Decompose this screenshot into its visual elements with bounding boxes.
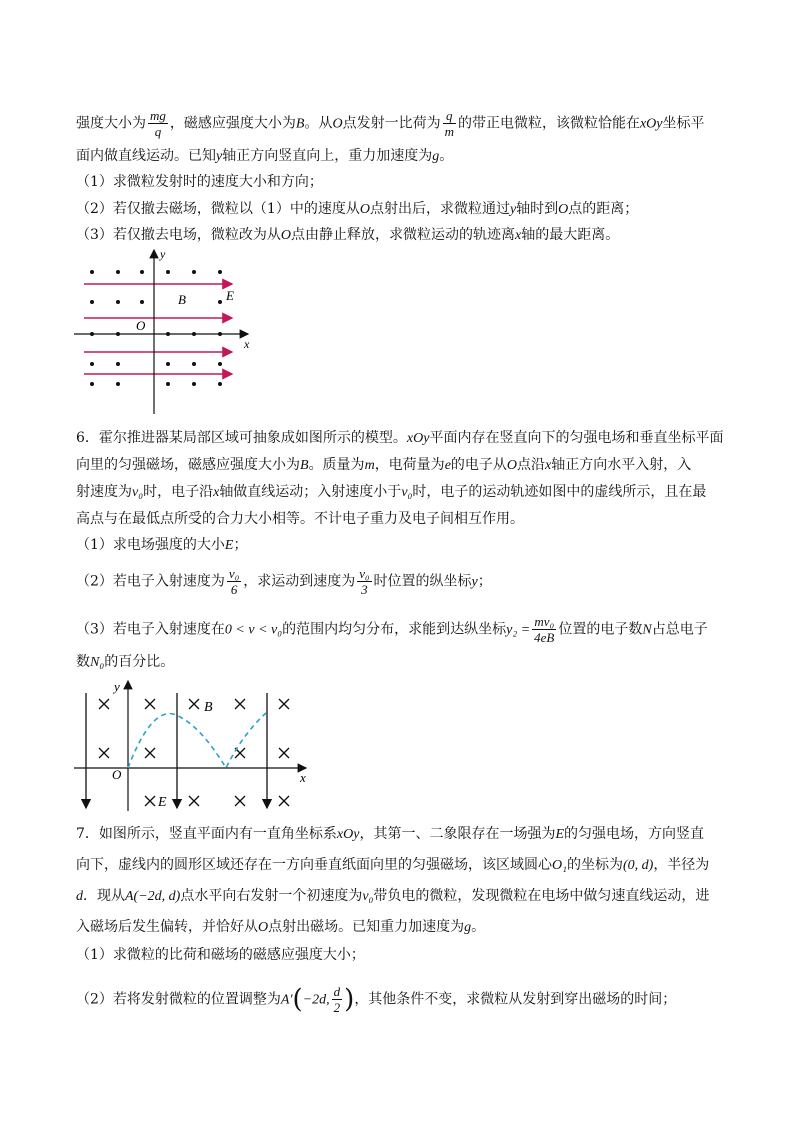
fraction-d-over-2 (332, 984, 343, 1015)
numerator: mv₀ (532, 614, 556, 630)
symbol-x: x (545, 458, 552, 473)
fraction-mg-over-q (148, 108, 168, 139)
symbol-E: E (224, 538, 234, 553)
label-E: E (158, 795, 167, 810)
point-A: A(−2d, d) (125, 889, 181, 904)
symbol-g: g (464, 920, 472, 935)
text: 占总电子 (651, 621, 708, 638)
text: 轴做直线运动；入射速度小于 (219, 484, 402, 500)
symbol-O: O (359, 202, 370, 217)
magnetic-field-dots (90, 270, 222, 386)
denominator: q (154, 124, 162, 139)
label-O: O (136, 318, 146, 333)
symbol-d: d (76, 889, 83, 904)
label-E: E (226, 288, 234, 303)
symbol-O: O (558, 202, 569, 217)
text: 轴时到 (516, 201, 559, 217)
text: 入磁场后发生偏转，并恰好从 (76, 919, 258, 935)
q5-figure (70, 244, 260, 419)
text: 点发射一比荷为 (342, 115, 441, 132)
text: ，电荷量为 (374, 457, 445, 473)
q6-figure (70, 675, 320, 815)
y-axis-label: y (114, 679, 120, 694)
text: （3）若电子入射速度在 (76, 621, 225, 638)
text: 点的距离； (568, 201, 639, 217)
text: 位置的电子数 (558, 621, 643, 638)
text: 点水平向右发射一个初速度为 (180, 888, 363, 904)
q7-part-1: （1）求微粒的比荷和磁场的磁感应强度大小； (76, 947, 365, 963)
electric-field-lines (84, 284, 232, 374)
symbol-e: e (444, 458, 451, 473)
q7-part-2 (76, 984, 676, 1015)
symbol-y: y (509, 202, 517, 217)
symbol-B: B (300, 458, 309, 473)
text: 平面内存在竖直向下的匀强电场和垂直坐标平面 (429, 430, 724, 446)
symbol-g: g (432, 149, 440, 164)
q6-part-1 (76, 535, 247, 556)
numerator: q (443, 108, 456, 124)
text: 的匀强电场，方向竖直 (564, 826, 705, 842)
text: 点射出后，求微粒通过 (369, 201, 510, 217)
q5-part-2 (76, 199, 638, 220)
symbol-xOy: xOy (406, 431, 430, 446)
text: 6．霍尔推进器某局部区域可抽象成如图所示的模型。 (76, 430, 407, 446)
q6-line-4: 高点与在最低点所受的合力大小相等。不计电子重力及电子间相互作用。 (76, 511, 524, 527)
numerator: v₀ (228, 566, 240, 581)
text: 带负电的微粒，发现微粒在电场中做匀速直线运动，进 (373, 888, 710, 904)
symbol-N0: N₀ (90, 655, 105, 670)
symbol-O: O (280, 228, 292, 243)
denominator: 4eB (534, 630, 555, 645)
text: 的电子从 (450, 457, 507, 473)
text: 的带正电微粒，该微粒恰能在 (457, 115, 640, 132)
q5-part-3 (76, 225, 619, 246)
text: 向里的匀强磁场，磁感应强度大小为 (76, 457, 300, 473)
electron-trajectory (128, 713, 266, 768)
velocity-range: 0 < v < v₀ (224, 622, 283, 638)
text: ，其第一、二象限存在一场强为 (359, 826, 556, 842)
text: 的坐标为 (566, 857, 623, 873)
x-axis-label: x (244, 337, 250, 351)
label-B: B (178, 292, 186, 307)
text: 。 (439, 148, 454, 164)
numerator: d (333, 984, 341, 999)
q6-line-1 (76, 428, 723, 449)
symbol-N: N (642, 622, 652, 638)
y-axis-label: y (160, 247, 166, 261)
text: 时位置的纵坐标 (373, 573, 472, 590)
q6-part-2 (76, 566, 492, 597)
q7-line-2 (76, 855, 709, 876)
text: ； (477, 573, 492, 590)
text: ，其他条件不变，求微粒从发射到穿出磁场的时间； (354, 991, 677, 1008)
fraction-q-over-m (443, 108, 456, 139)
symbol-xOy: xOy (639, 116, 663, 132)
coordinate-x: −2d, (302, 992, 330, 1008)
paren-right: ) (344, 984, 355, 1015)
symbol-O: O (258, 920, 269, 935)
text: 。 (471, 919, 486, 935)
text: （2）若仅撤去磁场，微粒以（1）中的速度从 (76, 201, 360, 217)
text: 时，电子沿 (143, 484, 214, 500)
symbol-x: x (515, 228, 522, 243)
q5-line-2 (76, 146, 453, 167)
symbol-v0: v₀ (401, 485, 413, 500)
text: （2）若将发射微粒的位置调整为 (76, 991, 281, 1008)
text: ； (233, 537, 248, 553)
numerator: mg (150, 108, 166, 123)
text: ，磁感应强度大小为 (169, 115, 296, 132)
text: ，求运动到速度为 (243, 573, 356, 590)
q7-line-3 (76, 886, 709, 907)
fraction-v0-over-3 (357, 566, 371, 597)
label-O: O (112, 767, 122, 782)
text: 面内做直线运动。已知 (76, 148, 216, 164)
symbol-m: m (364, 458, 375, 473)
symbol-v0: v₀ (132, 485, 144, 500)
text: （1）求电场强度的大小 (76, 537, 225, 553)
text: 点沿 (517, 457, 546, 473)
fraction-mv0-over-4eB (532, 614, 556, 645)
text: 的百分比。 (104, 654, 175, 670)
text: 数 (76, 654, 90, 670)
text: 点射出磁场。已知重力加速度为 (268, 919, 465, 935)
text: 轴正方向水平入射，入 (551, 457, 692, 473)
symbol-y: y (216, 149, 223, 164)
electric-field-lines (86, 693, 267, 808)
text: 7．如图所示，竖直平面内有一直角坐标系 (76, 826, 337, 842)
text: 坐标平 (662, 115, 705, 132)
text: 的范围内均匀分布，求能到达纵坐标 (282, 621, 507, 638)
symbol-xOy: xOy (336, 827, 360, 842)
q6-line-2 (76, 455, 691, 476)
text: ，半径为 (653, 857, 710, 873)
text: 射速度为 (76, 484, 132, 500)
text: 时，电子的运动轨迹如图中的虚线所示，且在最 (412, 484, 707, 500)
text: （3）若仅撤去电场，微粒改为从 (76, 227, 281, 243)
text: 点由静止释放，求微粒运动的轨迹离 (291, 227, 516, 243)
symbol-O: O (506, 458, 518, 473)
symbol-y2: y₂ = (506, 622, 531, 638)
coordinate-0-d: (0, d) (622, 858, 654, 873)
paren-left: ( (292, 984, 303, 1015)
q6-part-3 (76, 614, 708, 645)
text: ．现从 (83, 888, 125, 904)
symbol-x: x (213, 485, 220, 500)
symbol-O1: O₁ (552, 858, 567, 873)
denominator: 6 (230, 582, 238, 597)
q6-line-3 (76, 482, 706, 503)
point-A-prime: A′ (280, 992, 293, 1008)
text: 。从 (304, 115, 333, 132)
x-axis-label: x (300, 770, 306, 785)
label-B: B (204, 700, 213, 715)
symbol-B: B (295, 116, 305, 132)
text: （2）若电子入射速度为 (76, 573, 225, 590)
symbol-E: E (555, 827, 565, 842)
denominator: 2 (333, 1000, 341, 1015)
symbol-v0: v₀ (362, 889, 374, 904)
symbol-O: O (332, 116, 343, 132)
q7-line-4 (76, 917, 485, 938)
q5-line-1 (76, 108, 705, 139)
text: 向下，虚线内的圆形区域还存在一方向垂直纸面向里的匀强磁场，该区域圆心 (76, 857, 552, 873)
text: 强度大小为 (76, 115, 146, 132)
fraction-v0-over-6 (227, 566, 241, 597)
text: 。质量为 (308, 457, 365, 473)
denominator: 3 (361, 582, 368, 597)
text: 轴的最大距离。 (521, 227, 620, 243)
q6-part-3-cont (76, 652, 174, 673)
symbol-y: y (471, 574, 478, 590)
q7-line-1 (76, 824, 704, 845)
text: 轴正方向竖直向上，重力加速度为 (222, 148, 433, 164)
q5-part-1: （1）求微粒发射时的速度大小和方向； (76, 174, 323, 190)
denominator: m (444, 124, 454, 139)
numerator: v₀ (359, 566, 370, 581)
